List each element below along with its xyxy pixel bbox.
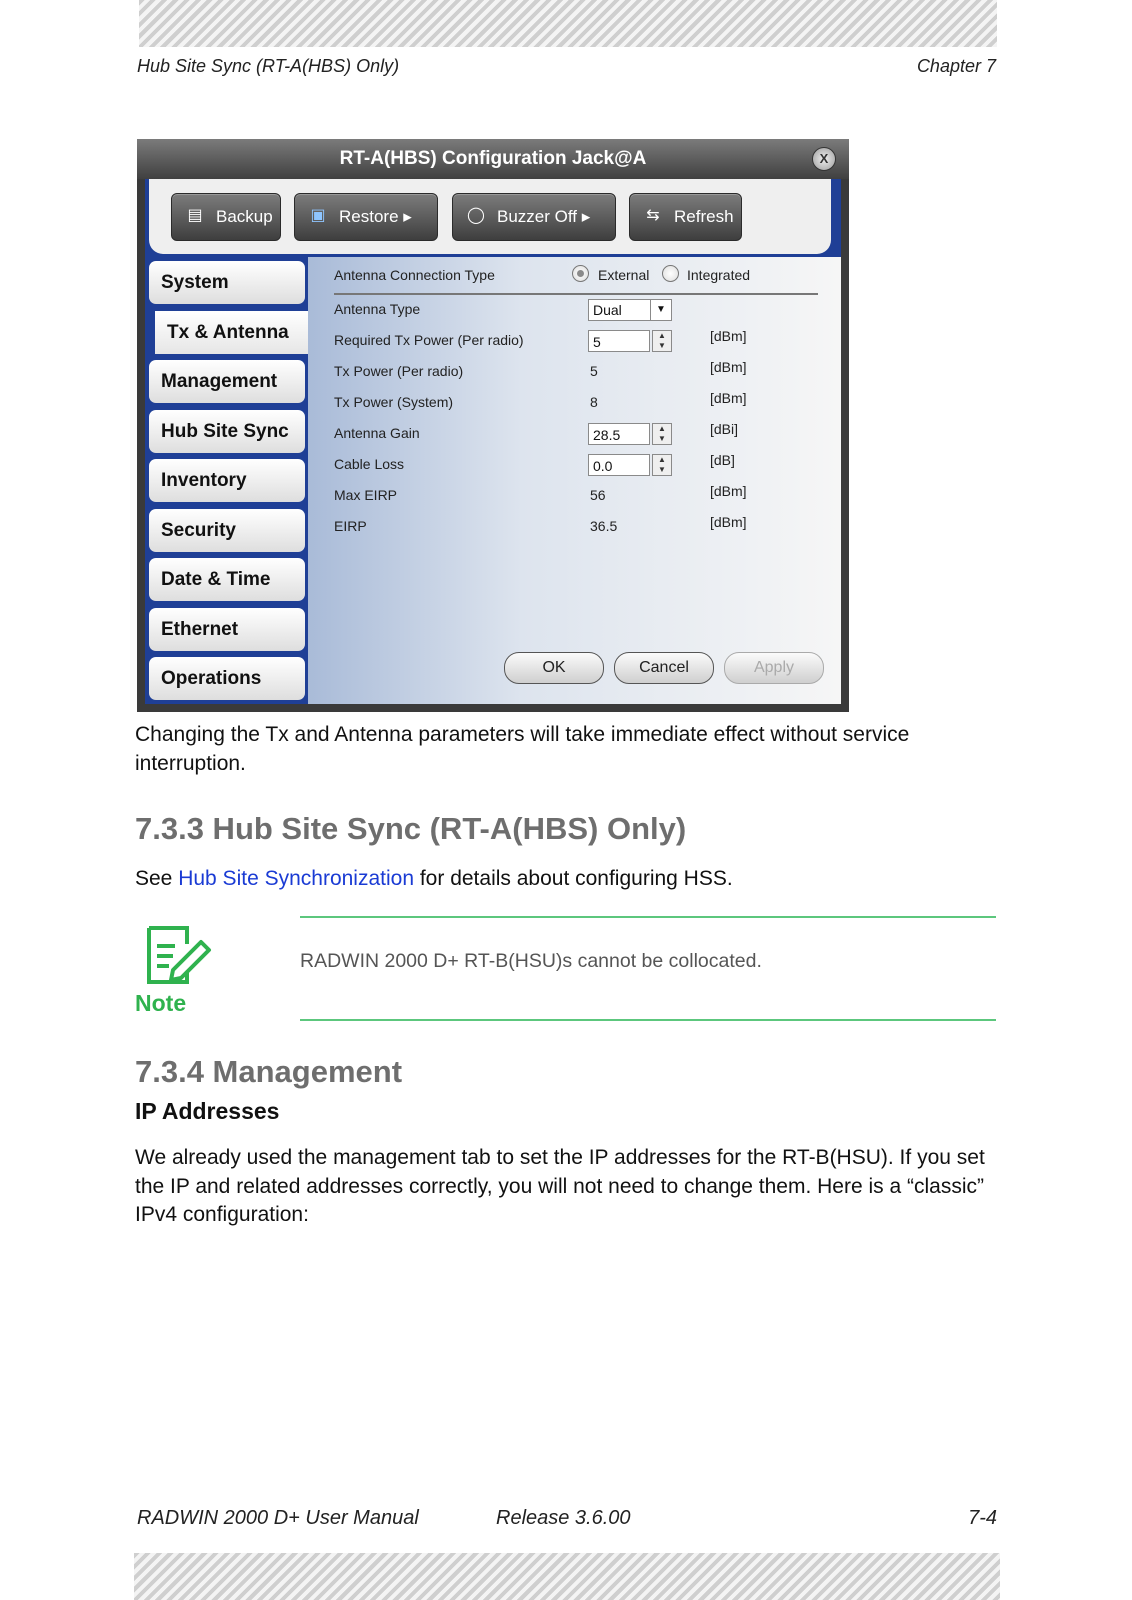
tab-inventory[interactable]: Inventory <box>149 459 305 502</box>
restore-button[interactable]: ▣ Restore ▸ <box>294 193 438 241</box>
dialog-title: RT-A(HBS) Configuration Jack@A <box>137 139 849 179</box>
tx-radio-value: 5 <box>590 363 598 379</box>
tx-system-value: 8 <box>590 394 598 410</box>
note-text: RADWIN 2000 D+ RT-B(HSU)s cannot be collocated. <box>300 950 762 972</box>
footer-manual-title: RADWIN 2000 D+ User Manual <box>137 1507 419 1529</box>
floppy-disk-icon: ▤ <box>187 207 203 225</box>
eirp-unit: [dBm] <box>710 514 747 530</box>
tab-security[interactable]: Security <box>149 509 305 552</box>
note-top-rule <box>300 916 996 918</box>
tab-system[interactable]: System <box>149 261 305 304</box>
speaker-mute-icon: ◯ <box>467 207 485 225</box>
tx-antenna-panel <box>308 257 841 704</box>
dialog-body <box>145 179 841 704</box>
section-divider <box>334 293 818 295</box>
folder-icon: ▣ <box>310 207 326 225</box>
chevron-down-icon: ▼ <box>650 300 671 320</box>
max-eirp-label: Max EIRP <box>334 487 398 503</box>
integrated-radio[interactable] <box>662 265 679 282</box>
antenna-gain-stepper[interactable]: ▲ ▼ <box>652 423 672 445</box>
see-paragraph: See Hub Site Synchronization for details about configuring HSS. <box>135 867 733 890</box>
max-eirp-value: 56 <box>590 487 606 503</box>
cable-loss-label: Cable Loss <box>334 456 405 472</box>
eirp-label: EIRP <box>334 518 367 534</box>
note-label: Note <box>135 990 187 1016</box>
dialog-toolbar <box>149 179 831 254</box>
antenna-gain-label: Antenna Gain <box>334 425 420 441</box>
footer-hatch-band <box>134 1553 1000 1600</box>
running-header-title: Hub Site Sync (RT-A(HBS) Only) <box>137 56 400 76</box>
antenna-type-select[interactable]: Dual ▼ <box>588 299 672 321</box>
connection-type-label: Antenna Connection Type <box>334 267 495 283</box>
antenna-gain-input[interactable]: 28.5 <box>588 423 650 445</box>
required-tx-stepper[interactable]: ▲ ▼ <box>652 330 672 352</box>
note-pencil-icon <box>143 924 213 986</box>
apply-button[interactable]: Apply <box>724 652 824 684</box>
config-dialog <box>137 139 849 712</box>
cable-loss-unit: [dB] <box>710 452 735 468</box>
note-bottom-rule <box>300 1019 996 1021</box>
refresh-button[interactable]: ⇆ Refresh <box>629 193 742 241</box>
header-hatch-band <box>139 0 997 47</box>
required-tx-label: Required Tx Power (Per radio) <box>334 332 524 348</box>
config-tabs <box>149 261 309 707</box>
required-tx-unit: [dBm] <box>710 328 747 344</box>
cancel-button[interactable]: Cancel <box>614 652 714 684</box>
tab-date-time[interactable]: Date & Time <box>149 558 305 601</box>
integrated-label: Integrated <box>687 267 751 283</box>
tab-ethernet[interactable]: Ethernet <box>149 608 305 651</box>
running-header-chapter: Chapter 7 <box>916 56 996 76</box>
backup-button[interactable]: ▤ Backup <box>171 193 281 241</box>
intro-paragraph: Changing the Tx and Antenna parameters will take immediate effect without service interruption. <box>135 723 910 775</box>
cable-loss-stepper[interactable]: ▲ ▼ <box>652 454 672 476</box>
required-tx-input[interactable]: 5 <box>588 330 650 352</box>
buzzer-off-button[interactable]: ◯ Buzzer Off ▸ <box>452 193 616 241</box>
cable-loss-input[interactable]: 0.0 <box>588 454 650 476</box>
subsection-heading-ip: IP Addresses <box>135 1098 280 1124</box>
external-label: External <box>598 267 650 283</box>
tx-radio-label: Tx Power (Per radio) <box>334 363 464 379</box>
antenna-type-label: Antenna Type <box>334 301 421 317</box>
management-paragraph: We already used the management tab to set the IP addresses for the RT-B(HSU). If you set the IP and related addresses correctly, you will not need to change them. Here is a “classic” IPv4 configuration: <box>135 1146 985 1226</box>
tx-system-label: Tx Power (System) <box>334 394 454 410</box>
tab-operations[interactable]: Operations <box>149 657 305 700</box>
tab-tx-antenna[interactable]: Tx & Antenna <box>155 311 309 354</box>
refresh-icon: ⇆ <box>646 207 660 225</box>
hub-site-sync-link[interactable]: Hub Site Synchronization <box>178 867 415 890</box>
ok-button[interactable]: OK <box>504 652 604 684</box>
tab-management[interactable]: Management <box>149 360 305 403</box>
antenna-gain-unit: [dBi] <box>710 421 739 437</box>
close-icon[interactable]: X <box>812 147 836 171</box>
tab-hub-site-sync[interactable]: Hub Site Sync <box>149 410 305 453</box>
tx-system-unit: [dBm] <box>710 390 747 406</box>
tx-radio-unit: [dBm] <box>710 359 747 375</box>
section-heading-hss: 7.3.3 Hub Site Sync (RT-A(HBS) Only) <box>135 811 687 846</box>
section-heading-management: 7.3.4 Management <box>135 1054 403 1089</box>
max-eirp-unit: [dBm] <box>710 483 747 499</box>
eirp-value: 36.5 <box>590 518 618 534</box>
external-radio[interactable] <box>572 265 589 282</box>
footer-page-number: 7-4 <box>968 1507 997 1529</box>
footer-release: Release 3.6.00 <box>496 1507 631 1529</box>
